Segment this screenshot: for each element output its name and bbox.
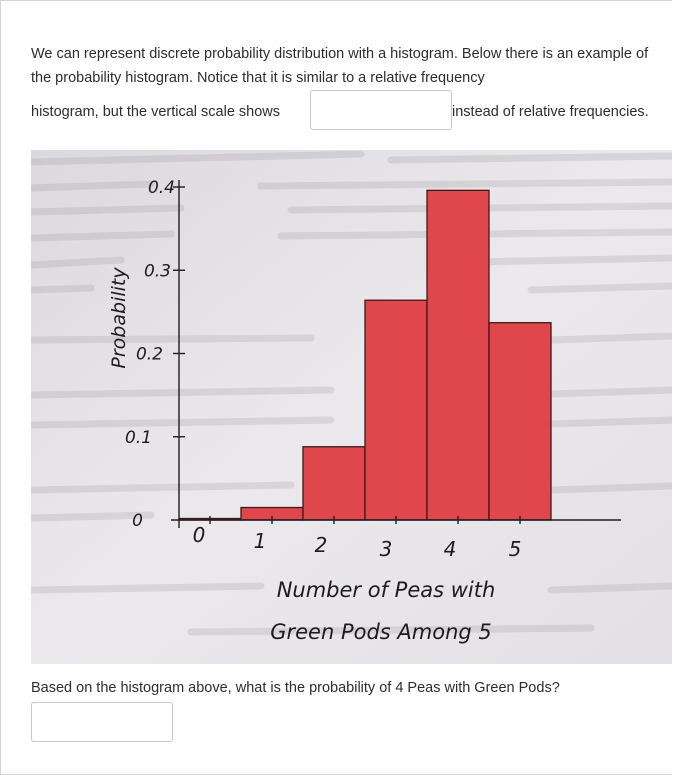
- x-tick-label-0: 0: [192, 523, 206, 547]
- fill-in-sentence: [31, 90, 671, 130]
- y-tick-label-0.3: 0.3: [143, 261, 171, 282]
- sentence-start: histogram, but the vertical scale shows: [31, 104, 281, 120]
- y-tick-label-0.4: 0.4: [147, 178, 175, 198]
- histogram-bar-2: [303, 447, 365, 520]
- x-tick-label-5: 5: [508, 537, 522, 561]
- y-tick-label-0: 0: [132, 511, 143, 531]
- histogram-bar-4: [427, 190, 489, 520]
- x-tick-label-2: 2: [314, 533, 328, 557]
- x-tick-label-1: 1: [253, 529, 267, 553]
- y-tick-label-0.2: 0.2: [135, 344, 163, 365]
- histogram-photo: [31, 150, 672, 664]
- x-tick-label-3: 3: [379, 537, 393, 561]
- y-tick-label-0.1: 0.1: [124, 427, 152, 448]
- histogram-bar-3: [365, 300, 427, 520]
- y-axis-title: Probability: [108, 267, 130, 369]
- intro-paragraph: We can represent discrete probability distribution with a histogram. Below there is an example of the probability histogram. Notice that it is similar to a relative frequency: [31, 46, 649, 86]
- x-axis-title-line-1: Number of Peas with: [276, 578, 496, 602]
- vertical-scale-answer-input[interactable]: [310, 90, 452, 130]
- question-text: Based on the histogram above, what is the probability of 4 Peas with Green Pods?: [31, 680, 560, 696]
- probability-answer-input[interactable]: [31, 702, 173, 742]
- probability-histogram: [31, 150, 672, 664]
- x-axis-title-line-2: Green Pods Among 5: [270, 620, 492, 644]
- histogram-bar-5: [489, 323, 551, 520]
- sentence-end: instead of relative frequencies.: [452, 104, 649, 120]
- x-tick-label-4: 4: [443, 537, 457, 561]
